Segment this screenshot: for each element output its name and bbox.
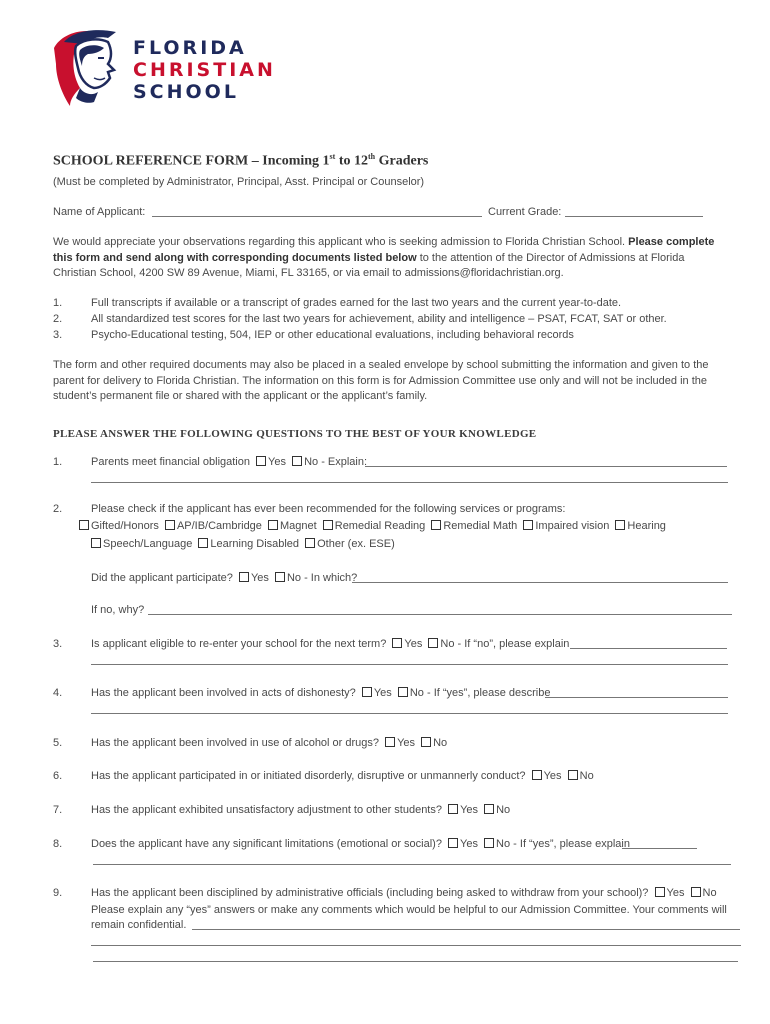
q4-num: 4.: [53, 687, 63, 699]
form-title: SCHOOL REFERENCE FORM – Incoming 1st to 12th Graders: [53, 152, 429, 169]
doc-item-2-num: 2.: [53, 313, 63, 325]
q3-explain-field[interactable]: [570, 648, 727, 649]
q1-explain-field-2[interactable]: [91, 482, 728, 483]
remedial-math-checkbox[interactable]: [431, 520, 441, 530]
remedial-reading-checkbox[interactable]: [323, 520, 333, 530]
question-5: Has the applicant been involved in use of alcohol or drugs? Yes No: [91, 737, 448, 749]
q9-no-checkbox[interactable]: [691, 887, 701, 897]
q3-num: 3.: [53, 638, 63, 650]
q2-why-field[interactable]: [148, 614, 732, 615]
q3-no-checkbox[interactable]: [428, 638, 438, 648]
q1-no-checkbox[interactable]: [292, 456, 302, 466]
q8-num: 8.: [53, 838, 63, 850]
current-grade-field[interactable]: [565, 216, 703, 217]
impaired-vision-checkbox[interactable]: [523, 520, 533, 530]
services-row-2: Speech/Language Learning Disabled Other (ex. ESE): [88, 537, 395, 553]
doc-item-3-num: 3.: [53, 329, 63, 341]
q7-yes-checkbox[interactable]: [448, 804, 458, 814]
services-row-1: Gifted/Honors AP/IB/Cambridge Magnet Remedial Reading Remedial Math Impaired vision Hearing: [76, 519, 666, 535]
q5-no-checkbox[interactable]: [421, 737, 431, 747]
q9-comments-field-2[interactable]: [91, 945, 741, 946]
question-3: Is applicant eligible to re-enter your school for the next term? Yes No - If “no”, please explain: [91, 638, 570, 650]
question-7: Has the applicant exhibited unsatisfactory adjustment to other students? Yes No: [91, 804, 511, 816]
q5-yes-checkbox[interactable]: [385, 737, 395, 747]
q9-num: 9.: [53, 887, 63, 899]
doc-item-1-num: 1.: [53, 297, 63, 309]
doc-item-2: All standardized test scores for the last two years for achievement, ability and intelligence – PSAT, FCAT, SAT or other.: [91, 313, 667, 325]
q9-comments-field-3[interactable]: [93, 961, 738, 962]
q5-num: 5.: [53, 737, 63, 749]
q7-no-checkbox[interactable]: [484, 804, 494, 814]
q4-no-checkbox[interactable]: [398, 687, 408, 697]
question-8: Does the applicant have any significant limitations (emotional or social)? Yes No - If “yes”, please explain: [91, 838, 630, 850]
current-grade-label: Current Grade:: [488, 206, 562, 218]
doc-item-3: Psycho-Educational testing, 504, IEP or other educational evaluations, including behavioral records: [91, 329, 574, 341]
q4-describe-field-2[interactable]: [91, 713, 728, 714]
question-9: Has the applicant been disciplined by administrative officials (including being asked to withdraw from your school)? Yes No: [91, 887, 717, 899]
patriot-mascot-icon: [50, 28, 130, 108]
q6-no-checkbox[interactable]: [568, 770, 578, 780]
q2-participate-no-checkbox[interactable]: [275, 572, 285, 582]
q9-comments-field-1[interactable]: [192, 929, 740, 930]
q2-participate-yes-checkbox[interactable]: [239, 572, 249, 582]
wordmark-line-1: FLORIDA: [133, 37, 247, 59]
hearing-checkbox[interactable]: [615, 520, 625, 530]
q2-which-field[interactable]: [352, 582, 728, 583]
applicant-name-field[interactable]: [152, 216, 482, 217]
q6-num: 6.: [53, 770, 63, 782]
section-heading: PLEASE ANSWER THE FOLLOWING QUESTIONS TO THE BEST OF YOUR KNOWLEDGE: [53, 428, 537, 440]
q9-comment-instructions: Please explain any “yes” answers or make any comments which would be helpful to our Admission Committee. Your comments will: [91, 904, 727, 916]
ap-ib-cambridge-checkbox[interactable]: [165, 520, 175, 530]
question-2: Please check if the applicant has ever been recommended for the following services or programs:: [91, 503, 566, 515]
q7-num: 7.: [53, 804, 63, 816]
q8-no-checkbox[interactable]: [484, 838, 494, 848]
q1-explain-field[interactable]: [365, 466, 727, 467]
gifted-honors-checkbox[interactable]: [79, 520, 89, 530]
q2-num: 2.: [53, 503, 63, 515]
question-6: Has the applicant participated in or initiated disorderly, disruptive or unmannerly conduct? Yes No: [91, 770, 594, 782]
q2-if-no-label: If no, why?: [91, 604, 145, 616]
q1-yes-checkbox[interactable]: [256, 456, 266, 466]
learning-disabled-checkbox[interactable]: [198, 538, 208, 548]
q4-yes-checkbox[interactable]: [362, 687, 372, 697]
speech-language-checkbox[interactable]: [91, 538, 101, 548]
other-ese-checkbox[interactable]: [305, 538, 315, 548]
q8-explain-field-2[interactable]: [93, 864, 731, 865]
intro-paragraph: We would appreciate your observations regarding this applicant who is seeking admission to Florida Christian School. Please complete this form and send along with corresponding documents listed below to the attention of the Director of Admissions at Florida Christian School, 4200 SW 89 Avenue, Miami, FL 33165, or via email to admissions@floridachristian.org.: [53, 236, 715, 279]
q8-yes-checkbox[interactable]: [448, 838, 458, 848]
q3-yes-checkbox[interactable]: [392, 638, 402, 648]
wordmark-line-2: CHRISTIAN: [133, 59, 276, 81]
q2-participate: Did the applicant participate? Yes No - In which?: [91, 572, 358, 584]
q9-yes-checkbox[interactable]: [655, 887, 665, 897]
q1-num: 1.: [53, 456, 63, 468]
q8-explain-field[interactable]: [622, 848, 697, 849]
q6-yes-checkbox[interactable]: [532, 770, 542, 780]
wordmark-line-3: SCHOOL: [133, 81, 239, 103]
form-subtitle: (Must be completed by Administrator, Principal, Asst. Principal or Counselor): [53, 176, 425, 188]
doc-item-1: Full transcripts if available or a transcript of grades earned for the last two years and the current year-to-date.: [91, 297, 622, 309]
applicant-name-label: Name of Applicant:: [53, 206, 146, 218]
question-1: Parents meet financial obligation Yes No - Explain:: [91, 456, 368, 468]
q3-explain-field-2[interactable]: [91, 664, 728, 665]
school-wordmark: [133, 37, 276, 103]
question-4: Has the applicant been involved in acts of dishonesty? Yes No - If “yes”, please describe: [91, 687, 551, 699]
q9-confidential-note: remain confidential.: [91, 919, 187, 931]
school-logo: [50, 28, 300, 110]
magnet-checkbox[interactable]: [268, 520, 278, 530]
q4-describe-field[interactable]: [545, 697, 728, 698]
envelope-note: The form and other required documents may also be placed in a sealed envelope by school submitting the information and given to the parent for delivery to Florida Christian. The information on this form is for Admission Committee use only and will not be included in the student’s permanent file or shared with the applicant or the applicant’s family.: [53, 359, 709, 402]
